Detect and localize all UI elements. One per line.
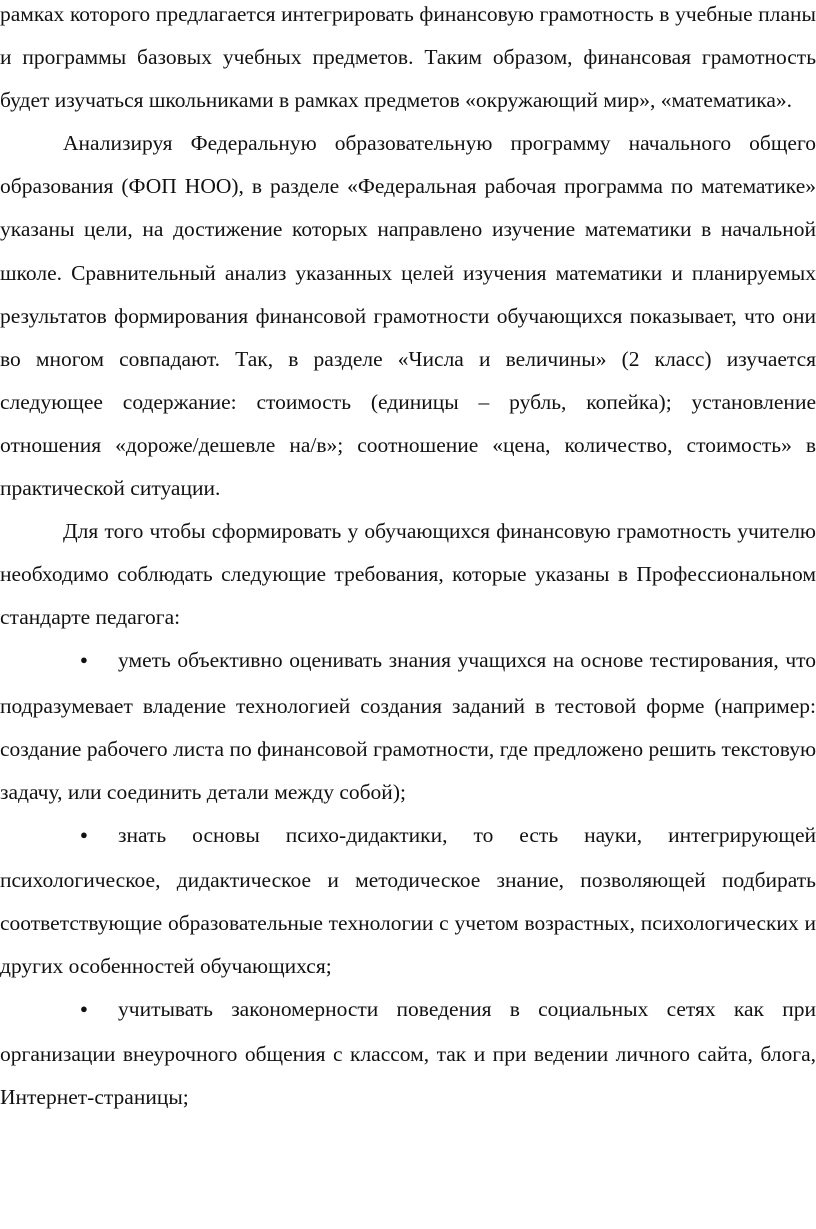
paragraph-teacher-requirements: Для того чтобы сформировать у обучающихся финансовую грамотность учителю необходимо соблюдать следующие требования, которые указаны в Профессиональном стандарте педагога: xyxy=(0,519,816,630)
list-item xyxy=(0,814,816,988)
list-item xyxy=(0,988,816,1119)
list-item xyxy=(0,639,816,813)
paragraph-fop-noo-analysis: Анализируя Федеральную образовательную программу начального общего образования (ФОП НОО), в разделе «Федеральная рабочая программа по математике» указаны цели, на достижение которых направлено изучение математики в начальной школе. Сравнительный анализ указанных целей изучения математики и планируемых результатов формирования финансовой грамотности обучающихся показывает, что они во многом совпадают. Так, в разделе «Числа и величины» (2 класс) изучается следующее содержание: стоимость (единицы – рубль, копейка); установление отношения «дороже/дешевле на/в»; соотношение «цена, количество, стоимость» в практической ситуации. xyxy=(0,131,816,501)
paragraph-continuation: рамках которого предлагается интегрировать финансовую грамотность в учебные планы и программы базовых учебных предметов. Таким образом, финансовая грамотность будет изучаться школьниками в рамках предметов «окружающий мир», «математика». xyxy=(0,2,816,113)
bullet-icon xyxy=(80,988,118,1033)
bullet-icon xyxy=(80,814,118,859)
bullet-icon xyxy=(80,639,118,684)
list-item-text: уметь объективно оценивать знания учащихся на основе тестирования, что подразумевает владение технологией создания заданий в тестовой форме (например: создание рабочего листа по финансовой грамотности, где предложено решить текстовую задачу, или соединить детали между собой); xyxy=(0,648,816,804)
list-item-text: знать основы психо-дидактики, то есть науки, интегрирующей психологическое, дидактическое и методическое знание, позволяющей подбирать соответствующие образовательные технологии с учетом возрастных, психологических и других особенностей обучающихся; xyxy=(0,822,816,979)
list-item-text: учитывать закономерности поведения в социальных сетях как при организации внеурочного общения с классом, так и при ведении личного сайта, блога, Интернет-страницы; xyxy=(0,997,816,1110)
